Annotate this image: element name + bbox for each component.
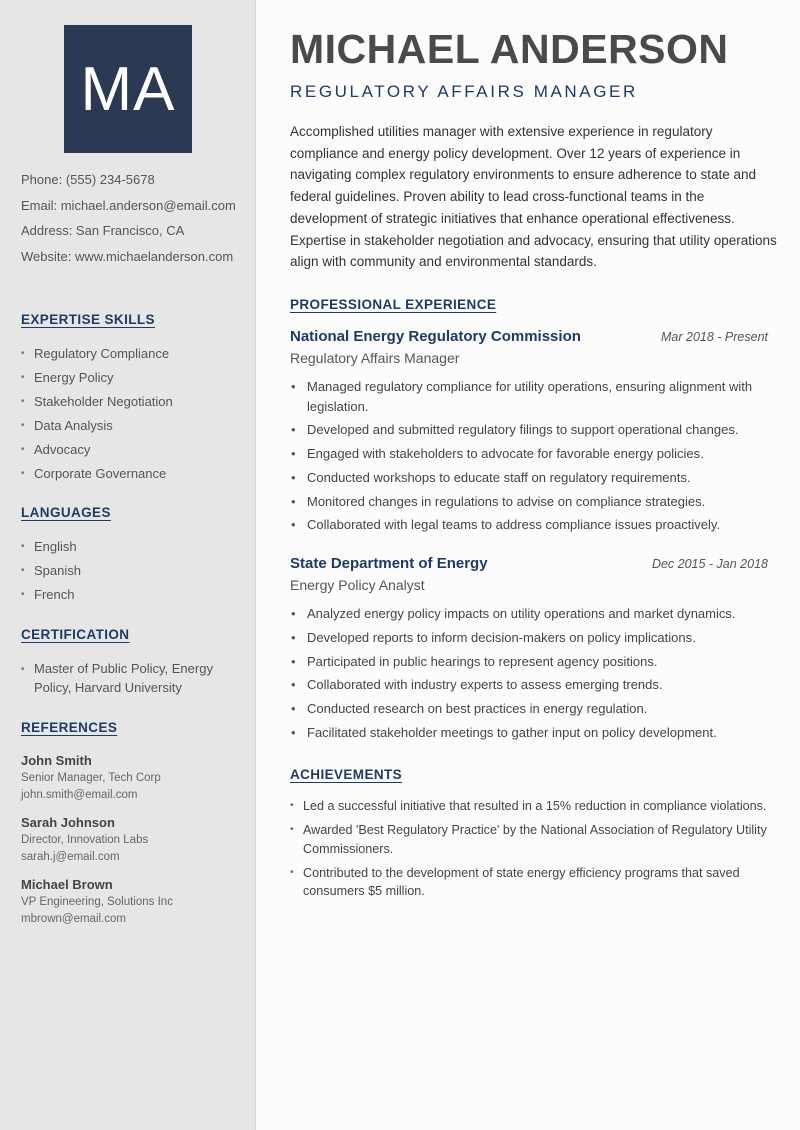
languages-heading: LANGUAGES: [21, 505, 111, 520]
experience-heading: PROFESSIONAL EXPERIENCE: [290, 297, 497, 312]
job-responsibilities: [290, 604, 768, 742]
responsibility-item: • Analyzed energy policy impacts on utility operations and market dynamics.: [290, 604, 768, 624]
contact-website: Website: www.michaelanderson.com: [21, 248, 234, 264]
reference-entry: [21, 814, 173, 866]
skills-list: [21, 345, 173, 489]
achievements-list: [290, 797, 768, 906]
achievement-item: • Led a successful initiative that resulted in a 15% reduction in compliance violations.: [290, 797, 768, 816]
job-role: Energy Policy Analyst: [290, 577, 425, 593]
reference-role: VP Engineering, Solutions Inc: [21, 896, 173, 908]
responsibility-item: • Conducted workshops to educate staff on regulatory requirements.: [290, 468, 768, 488]
job-entry: [290, 328, 768, 539]
responsibility-item: • Managed regulatory compliance for utility operations, ensuring alignment with legislation.: [290, 377, 768, 416]
job-entry: [290, 555, 768, 747]
company-name: National Energy Regulatory Commission: [290, 328, 581, 345]
certification-list: [21, 659, 221, 697]
achievements-heading: ACHIEVEMENTS: [290, 767, 403, 782]
profile-summary: Accomplished utilities manager with extensive experience in regulatory compliance and energy policy development. Over 12 years of experience in navigating complex regulatory environments to ensure adherence to state and federal guidelines. Proven ability to lead cross-functional teams in the development of strategic initiatives that enhance operational effectiveness. Expertise in stakeholder negotiation and advocacy, ensuring that utility operations align with community and environmental standards.: [290, 124, 777, 270]
skill-item: • Regulatory Compliance: [21, 345, 173, 369]
language-item: • French: [21, 586, 81, 610]
reference-name: John Smith: [21, 753, 92, 768]
company-name: State Department of Energy: [290, 555, 488, 572]
job-responsibilities: [290, 377, 768, 535]
contact-info: [21, 171, 236, 273]
reference-name: Sarah Johnson: [21, 815, 115, 830]
skill-item: • Energy Policy: [21, 369, 173, 393]
reference-entry: [21, 752, 173, 804]
reference-email: mbrown@email.com: [21, 913, 126, 925]
responsibility-item: • Collaborated with legal teams to address compliance issues proactively.: [290, 515, 768, 535]
contact-phone: Phone: (555) 234-5678: [21, 172, 155, 187]
responsibility-item: • Facilitated stakeholder meetings to gather input on policy development.: [290, 723, 768, 743]
job-dates: Dec 2015 - Jan 2018: [651, 557, 768, 571]
responsibility-item: • Collaborated with industry experts to assess emerging trends.: [290, 675, 768, 695]
responsibility-item: • Participated in public hearings to represent agency positions.: [290, 652, 768, 672]
monogram-logo: MA: [64, 25, 192, 153]
skills-heading: EXPERTISE SKILLS: [21, 312, 155, 327]
skill-item: • Stakeholder Negotiation: [21, 393, 173, 417]
contact-address: Address: San Francisco, CA: [21, 223, 185, 238]
skill-item: • Corporate Governance: [21, 465, 173, 489]
responsibility-item: • Monitored changes in regulations to advise on compliance strategies.: [290, 492, 768, 512]
reference-email: john.smith@email.com: [21, 789, 138, 801]
contact-email: Email: michael.anderson@email.com: [21, 197, 236, 213]
candidate-title: REGULATORY AFFAIRS MANAGER: [290, 82, 638, 101]
reference-email: sarah.j@email.com: [21, 851, 120, 863]
reference-role: Director, Innovation Labs: [21, 834, 149, 846]
responsibility-item: • Engaged with stakeholders to advocate for favorable energy policies.: [290, 444, 768, 464]
sidebar: [0, 0, 256, 1130]
skill-item: • Data Analysis: [21, 417, 173, 441]
reference-entry: [21, 876, 173, 928]
main-content: [256, 0, 800, 1130]
references-list: [21, 752, 173, 938]
candidate-name: MICHAEL ANDERSON: [290, 26, 729, 72]
responsibility-item: • Developed and submitted regulatory filings to support operational changes.: [290, 420, 768, 440]
certification-item: • Master of Public Policy, Energy Policy, Harvard University: [21, 659, 221, 697]
references-heading: REFERENCES: [21, 720, 118, 735]
languages-list: [21, 538, 81, 610]
job-dates: Mar 2018 - Present: [661, 330, 768, 344]
language-item: • Spanish: [21, 562, 81, 586]
reference-name: Michael Brown: [21, 877, 113, 892]
language-item: • English: [21, 538, 81, 562]
job-role: Regulatory Affairs Manager: [290, 350, 460, 366]
responsibility-item: • Conducted research on best practices in energy regulation.: [290, 699, 768, 719]
skill-item: • Advocacy: [21, 441, 173, 465]
reference-role: Senior Manager, Tech Corp: [21, 772, 161, 784]
achievement-item: • Awarded 'Best Regulatory Practice' by the National Association of Regulatory Utility Commissioners.: [290, 821, 768, 858]
achievement-item: • Contributed to the development of state energy efficiency programs that saved consumers $5 million.: [290, 864, 768, 901]
responsibility-item: • Developed reports to inform decision-makers on policy implications.: [290, 628, 768, 648]
certification-heading: CERTIFICATION: [21, 627, 130, 642]
